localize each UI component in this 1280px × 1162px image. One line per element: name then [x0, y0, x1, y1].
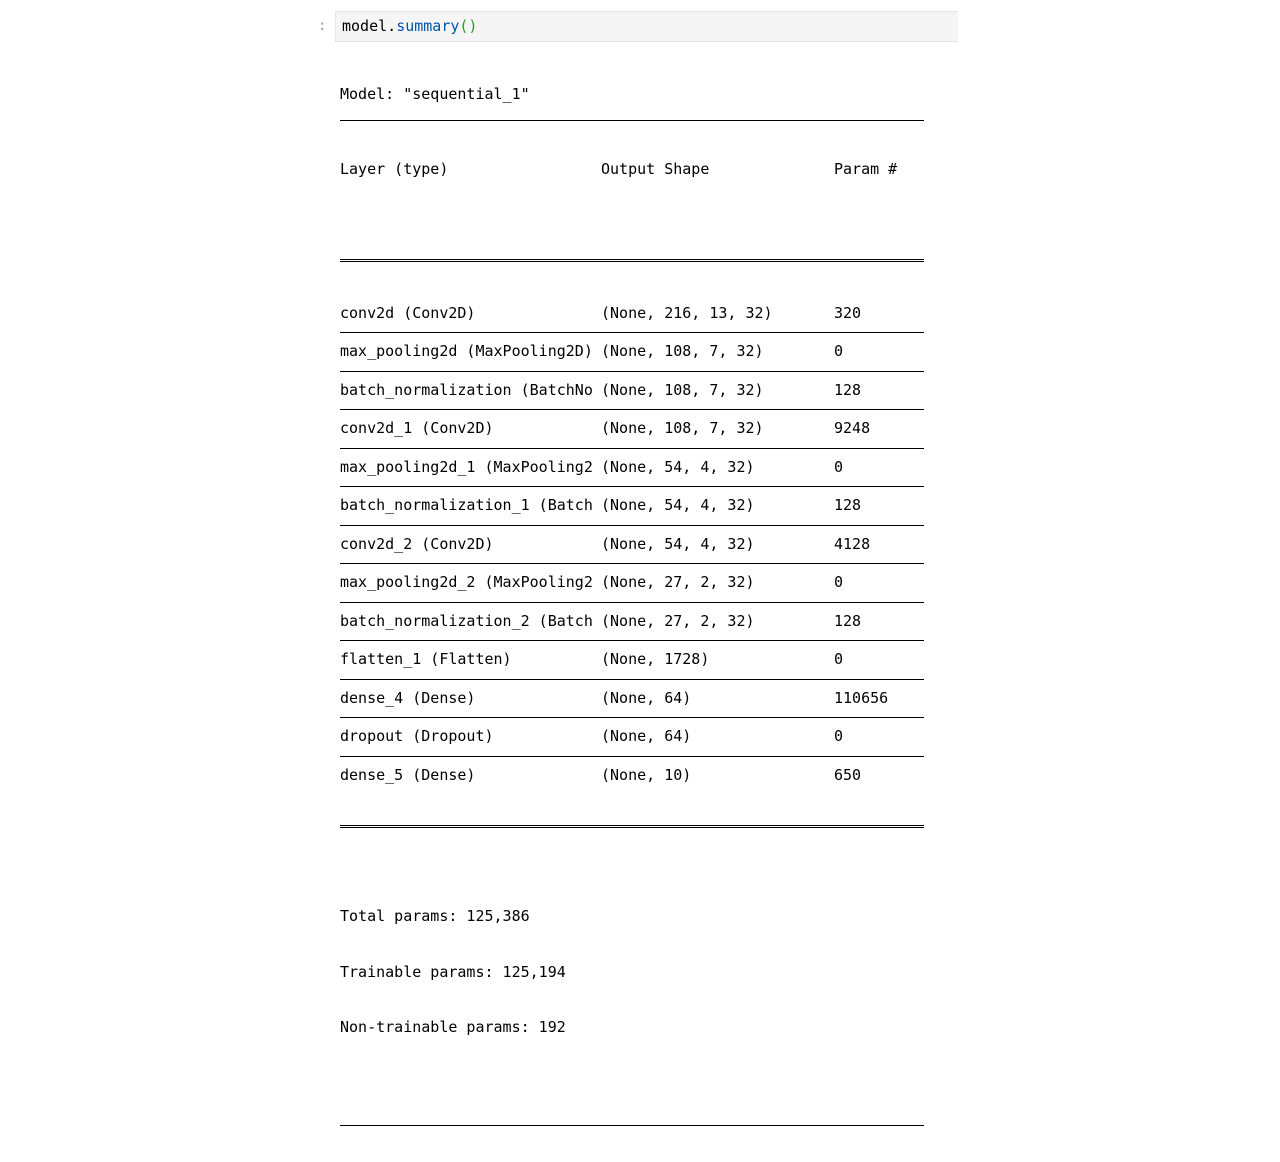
- param-count: 128: [834, 496, 862, 514]
- output-shape: (None, 54, 4, 32): [601, 457, 755, 476]
- separator: [340, 371, 924, 372]
- output-shape: (None, 64): [601, 727, 692, 745]
- non-trainable-params: Non-trainable params: 192: [340, 1018, 566, 1036]
- separator: [340, 679, 924, 680]
- output-shape: (None, 64): [601, 688, 692, 707]
- param-count: 110656: [834, 688, 889, 707]
- separator: [340, 756, 924, 757]
- header-layer: Layer (type): [340, 160, 449, 178]
- table-row: [340, 535, 924, 555]
- table-row: [340, 727, 924, 747]
- output-shape: (None, 216, 13, 32): [601, 303, 773, 322]
- output-shape: (None, 10): [601, 765, 692, 784]
- table-row: [340, 304, 924, 324]
- param-count: 128: [834, 611, 862, 630]
- output-shape: (None, 27, 2, 32): [601, 573, 755, 591]
- layer-name: flatten_1 (Flatten): [340, 650, 512, 668]
- layer-name: max_pooling2d_2 (MaxPooling2: [340, 573, 593, 591]
- table-row: [340, 342, 924, 362]
- param-count: 128: [834, 380, 862, 399]
- output-shape: (None, 54, 4, 32): [601, 496, 755, 514]
- header-param: Param #: [834, 160, 898, 178]
- layer-name: conv2d (Conv2D): [340, 303, 476, 322]
- layer-name: max_pooling2d (MaxPooling2D): [340, 342, 593, 360]
- table-row: [340, 612, 924, 632]
- code-input-cell[interactable]: [335, 11, 958, 42]
- param-count: 0: [834, 342, 844, 360]
- separator: [340, 409, 924, 410]
- layer-name: conv2d_1 (Conv2D): [340, 419, 494, 437]
- param-count: 650: [834, 765, 862, 784]
- separator: [340, 640, 924, 641]
- table-row: [340, 689, 924, 709]
- separator: [340, 120, 924, 121]
- table-row: [340, 650, 924, 670]
- header-output-shape: Output Shape: [601, 160, 710, 178]
- separator: [340, 602, 924, 603]
- separator: [340, 1125, 924, 1126]
- layer-name: dropout (Dropout): [340, 727, 494, 745]
- output-shape: (None, 27, 2, 32): [601, 611, 755, 630]
- separator: [340, 525, 924, 526]
- table-row: [340, 573, 924, 593]
- output-shape: (None, 108, 7, 32): [601, 380, 764, 399]
- summary-table: [340, 84, 924, 1162]
- output-shape: (None, 108, 7, 32): [601, 419, 764, 437]
- code-object: model.: [342, 17, 397, 35]
- table-row: [340, 381, 924, 401]
- layer-name: dense_5 (Dense): [340, 765, 476, 784]
- cell-output: [340, 48, 898, 1036]
- param-count: 0: [834, 573, 844, 591]
- table-row: [340, 496, 924, 516]
- output-shape: (None, 108, 7, 32): [601, 342, 764, 360]
- param-count: 0: [834, 650, 844, 668]
- total-params: Total params: 125,386: [340, 907, 530, 925]
- layer-name: batch_normalization_2 (Batch: [340, 611, 593, 630]
- table-header: [340, 160, 924, 180]
- separator: [340, 717, 924, 718]
- table-row: [340, 458, 924, 478]
- layer-name: batch_normalization_1 (Batch: [340, 496, 593, 514]
- separator: [340, 332, 924, 333]
- double-separator: [340, 259, 924, 262]
- param-count: 0: [834, 727, 844, 745]
- table-row: [340, 419, 924, 439]
- param-count: 320: [834, 303, 862, 322]
- double-separator: [340, 825, 924, 828]
- layer-name: batch_normalization (BatchNo: [340, 380, 593, 399]
- table-row: [340, 766, 924, 786]
- param-count: 0: [834, 457, 844, 476]
- model-name-line: Model: "sequential_1": [340, 85, 530, 103]
- layer-name: conv2d_2 (Conv2D): [340, 534, 494, 553]
- separator: [340, 448, 924, 449]
- code-parens: (): [459, 17, 478, 35]
- trainable-params: Trainable params: 125,194: [340, 962, 566, 981]
- param-count: 4128: [834, 534, 871, 553]
- cell-prompt: :: [318, 18, 327, 34]
- output-shape: (None, 1728): [601, 650, 710, 668]
- param-count: 9248: [834, 419, 871, 437]
- separator: [340, 486, 924, 487]
- code-text: [342, 17, 477, 36]
- output-shape: (None, 54, 4, 32): [601, 534, 755, 553]
- code-function: summary: [396, 17, 460, 35]
- separator: [340, 563, 924, 564]
- layer-name: max_pooling2d_1 (MaxPooling2: [340, 457, 593, 476]
- layer-name: dense_4 (Dense): [340, 688, 476, 707]
